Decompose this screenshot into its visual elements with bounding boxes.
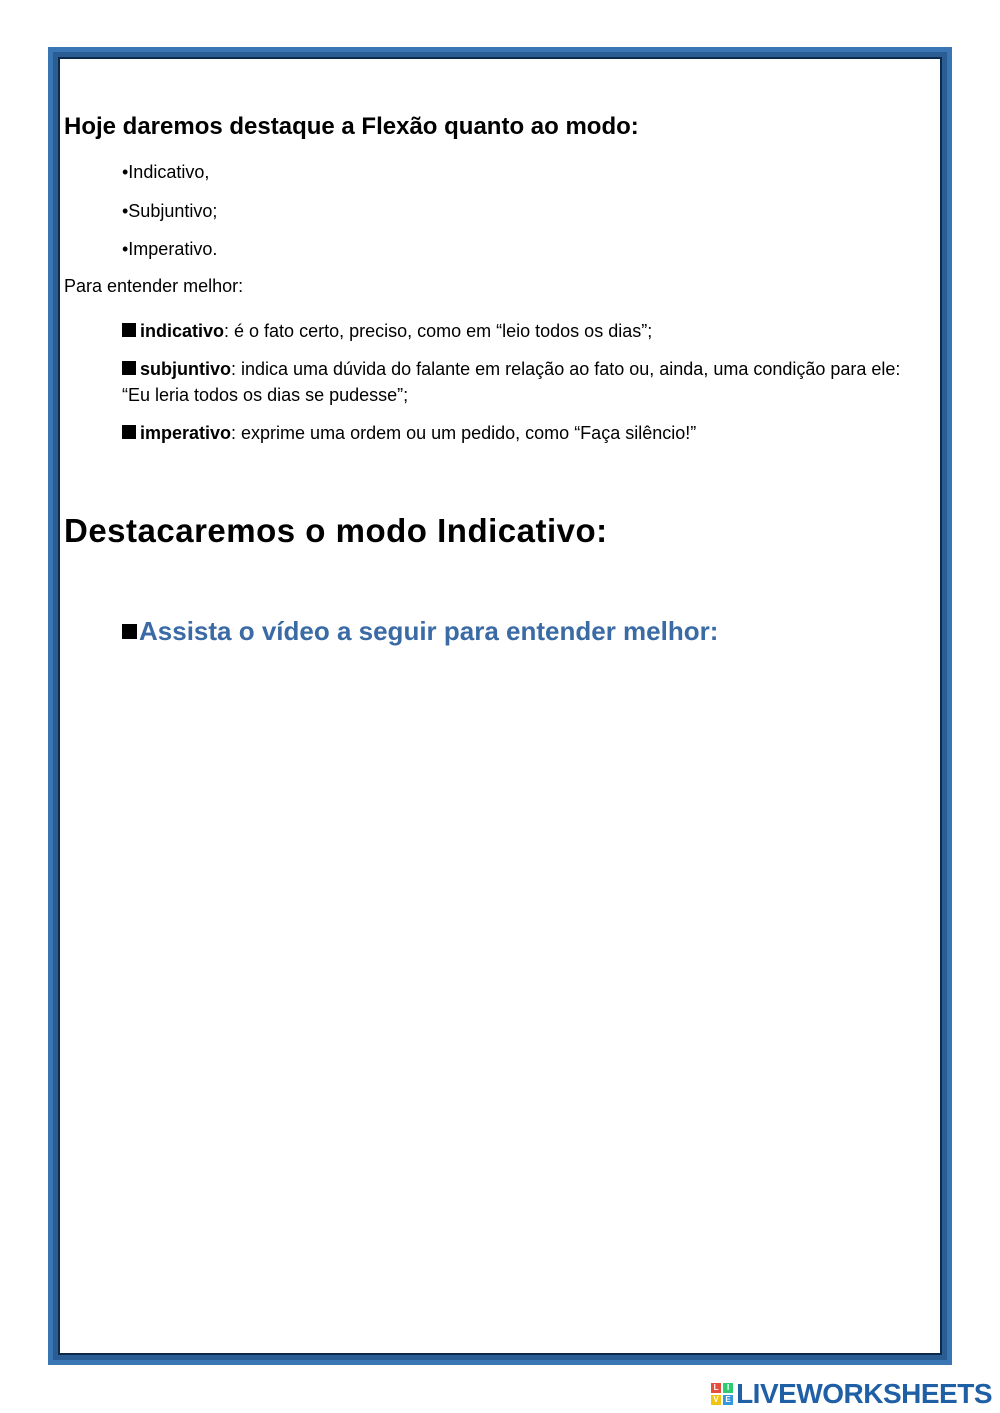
definitions-list xyxy=(122,318,912,458)
logo-letter: L xyxy=(711,1383,721,1393)
modes-list xyxy=(122,160,217,276)
mode-item-subjuntivo: •Subjuntivo; xyxy=(122,200,218,221)
definition-item xyxy=(122,356,912,408)
mode-item-indicativo: •Indicativo, xyxy=(122,162,210,182)
section-heading: Destacaremos o modo Indicativo: xyxy=(64,512,608,549)
page-heading: Hoje daremos destaque a Flexão quanto ao modo: xyxy=(64,113,639,140)
intro-text: Para entender melhor: xyxy=(64,276,244,296)
square-bullet-icon xyxy=(122,323,136,337)
definition-term: subjuntivo xyxy=(140,359,231,379)
square-bullet-icon xyxy=(122,624,137,639)
definition-text: : indica uma dúvida do falante em relação ao fato ou, ainda, uma condição para ele: “Eu leria todos os dias se pudesse”; xyxy=(122,359,901,405)
logo-letter: V xyxy=(711,1395,721,1405)
definition-term: imperativo xyxy=(140,423,232,443)
logo-letter: E xyxy=(723,1395,733,1405)
video-prompt xyxy=(122,616,718,647)
definition-text: : exprime uma ordem ou um pedido, como “Faça silêncio!” xyxy=(231,423,697,443)
brand-text: LIVEWORKSHEETS xyxy=(736,1378,992,1409)
definition-item xyxy=(122,420,912,446)
logo-letter: I xyxy=(723,1383,733,1393)
liveworksheets-logo-icon xyxy=(711,1383,733,1405)
mode-item-imperativo: •Imperativo. xyxy=(122,239,218,259)
liveworksheets-logo xyxy=(711,1378,992,1410)
definition-term: indicativo xyxy=(140,321,225,341)
square-bullet-icon xyxy=(122,425,136,439)
definition-item xyxy=(122,318,912,344)
video-prompt-text: Assista o vídeo a seguir para entender melhor: xyxy=(139,616,719,646)
square-bullet-icon xyxy=(122,361,136,375)
definition-text: : é o fato certo, preciso, como em “leio todos os dias”; xyxy=(224,321,653,341)
